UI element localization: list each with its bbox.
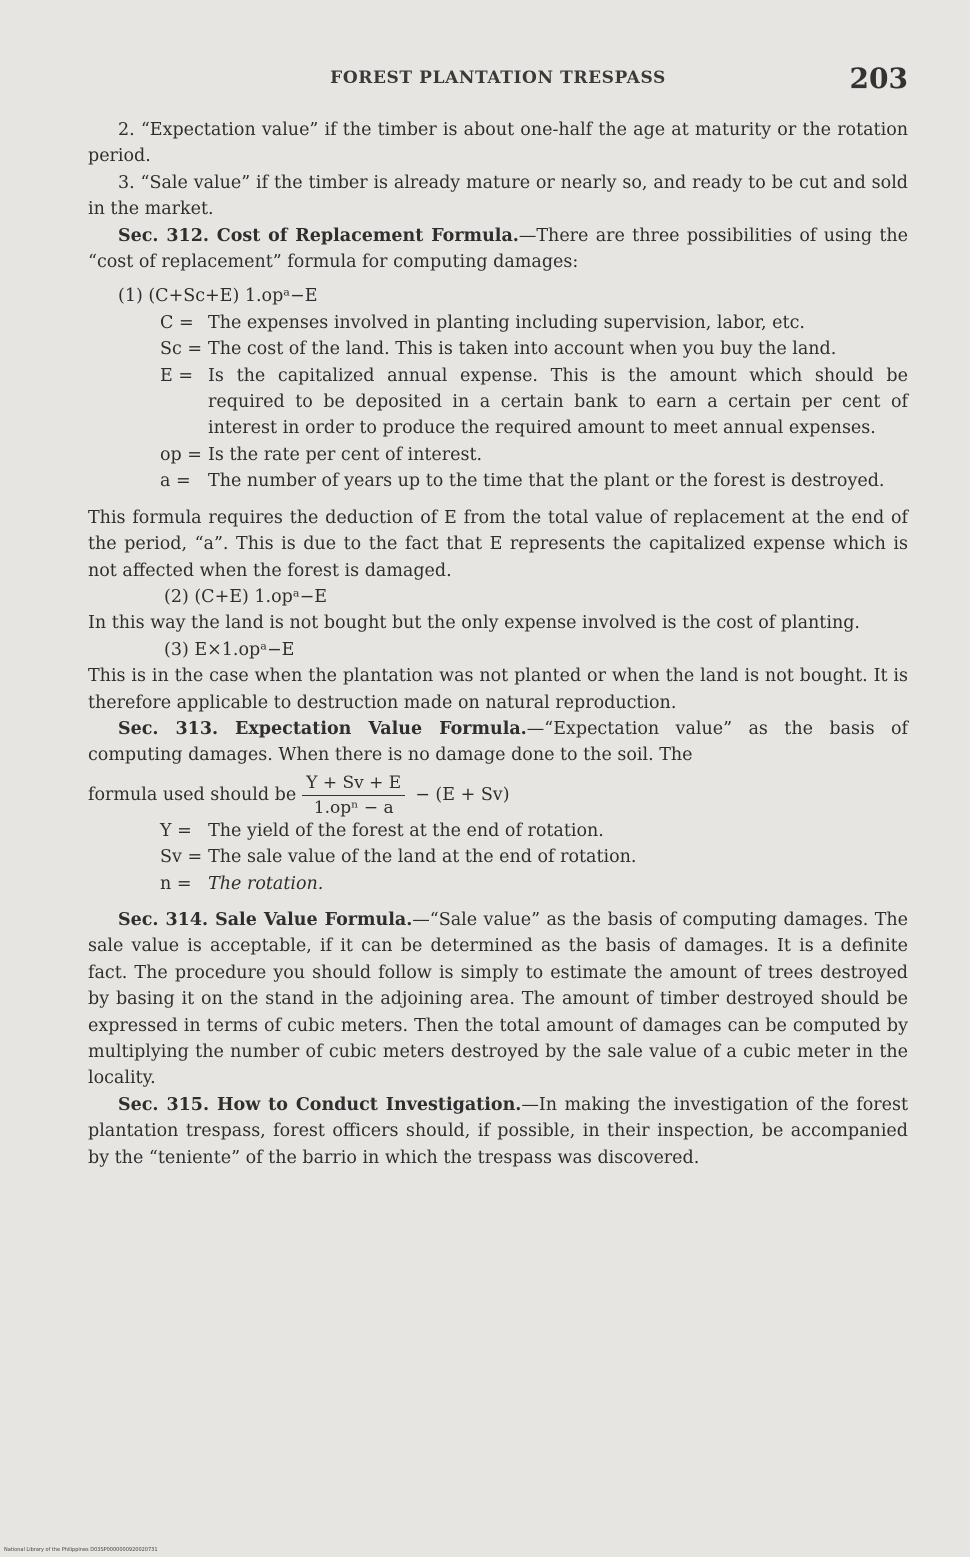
expectation-formula	[88, 773, 908, 818]
formula-fraction	[302, 773, 405, 818]
section-312-body: —There are three possibilities of using the “cost of replacement” formula for computing damages:	[88, 225, 909, 273]
def-text: The number of years up to the time that the plant or the forest is destroyed.	[208, 471, 885, 492]
section-315-body: —In making the investigation of the forest plantation trespass, forest officers should, if possible, in their inspection, be accompanied by the “teniente” of the barrio in which the trespass was discovered.	[88, 1094, 908, 1168]
def-sym: Sv =	[160, 847, 203, 868]
section-315	[88, 1092, 908, 1171]
def-text: Is the rate per cent of interest.	[208, 444, 483, 465]
def-text: The cost of the land. This is taken into account when you buy the land.	[208, 339, 837, 360]
section-313	[88, 716, 908, 769]
formula-lead: formula used should be	[88, 785, 297, 806]
section-313-body: —“Expectation value” as the basis of computing damages. When there is no damage done to the soil. The	[88, 718, 908, 766]
running-title: FOREST PLANTATION TRESPASS	[330, 68, 666, 88]
def-sym: C =	[160, 312, 194, 333]
def-text: The yield of the forest at the end of rotation.	[208, 820, 604, 841]
def-text: Is the capitalized annual expense. This is the amount which should be required to be deposited in a certain bank to earn a certain per cent of interest in order to produce the required amount to meet annual expenses.	[208, 365, 908, 439]
paragraph-natural-reproduction: This is in the case when the plantation was not planted or when the land is not bought. It is therefore applicable to destruction made on natural reproduction.	[88, 666, 908, 713]
formula-313-definitions	[160, 818, 908, 897]
scan-footer: National Library of the Philippines D03SP0000000920020731	[4, 1547, 158, 1553]
def-sym: Sc =	[160, 339, 203, 360]
fraction-denominator: 1.opⁿ − a	[313, 797, 394, 818]
formula-2: (2) (C+E) 1.opᵃ−E	[164, 586, 328, 607]
fraction-numerator: Y + Sv + E	[302, 773, 405, 796]
def-sym: E =	[160, 365, 194, 386]
paragraph-sale-value: 3. “Sale value” if the timber is already mature or nearly so, and ready to be cut and sold in the market.	[88, 172, 908, 220]
formula-1-definitions	[160, 310, 908, 495]
def-text: The sale value of the land at the end of rotation.	[208, 847, 637, 868]
section-313-heading: Sec. 313. Expectation Value Formula.	[118, 718, 527, 739]
def-sym: n =	[160, 873, 192, 894]
def-sym: a =	[160, 471, 191, 492]
section-314-heading: Sec. 314. Sale Value Formula.	[118, 909, 413, 930]
section-315-heading: Sec. 315. How to Conduct Investigation.	[118, 1094, 522, 1115]
formula-tail: − (E + Sv)	[415, 785, 510, 806]
paragraph-land-not-bought: In this way the land is not bought but the only expense involved is the cost of planting.	[88, 613, 860, 634]
section-314-body: —“Sale value” as the basis of computing damages. The sale value is acceptable, if it can be determined as the basis of damages. It is a definite fact. The procedure you should follow is simply to estimate the amount of trees destroyed by basing it on the stand in the adjoining area. The amount of timber destroyed should be expressed in terms of cubic meters. Then the total amount of damages can be computed by multiplying the number of cubic meters destroyed by the sale value of a cubic meter in the locality.	[88, 909, 908, 1089]
def-text: The expenses involved in planting including supervision, labor, etc.	[208, 312, 805, 333]
page-header	[88, 62, 908, 102]
page-number: 203	[849, 62, 908, 95]
def-text: The rotation.	[208, 873, 324, 894]
formula-1: (1) (C+Sc+E) 1.opᵃ−E	[118, 286, 318, 307]
section-314	[88, 907, 908, 1092]
section-312	[88, 223, 908, 276]
def-sym: Y =	[160, 820, 192, 841]
paragraph-deduction: This formula requires the deduction of E from the total value of replacement at the end of the period, “a”. This is due to the fact that E represents the capitalized expense which is not affected when the forest is damaged.	[88, 507, 908, 581]
section-312-heading: Sec. 312. Cost of Replacement Formula.	[118, 225, 519, 246]
def-sym: op =	[160, 444, 202, 465]
page-content	[88, 117, 908, 1171]
paragraph-expectation-value: 2. “Expectation value” if the timber is about one-half the age at maturity or the rotation period.	[88, 120, 908, 167]
formula-3: (3) E×1.opᵃ−E	[164, 639, 295, 660]
